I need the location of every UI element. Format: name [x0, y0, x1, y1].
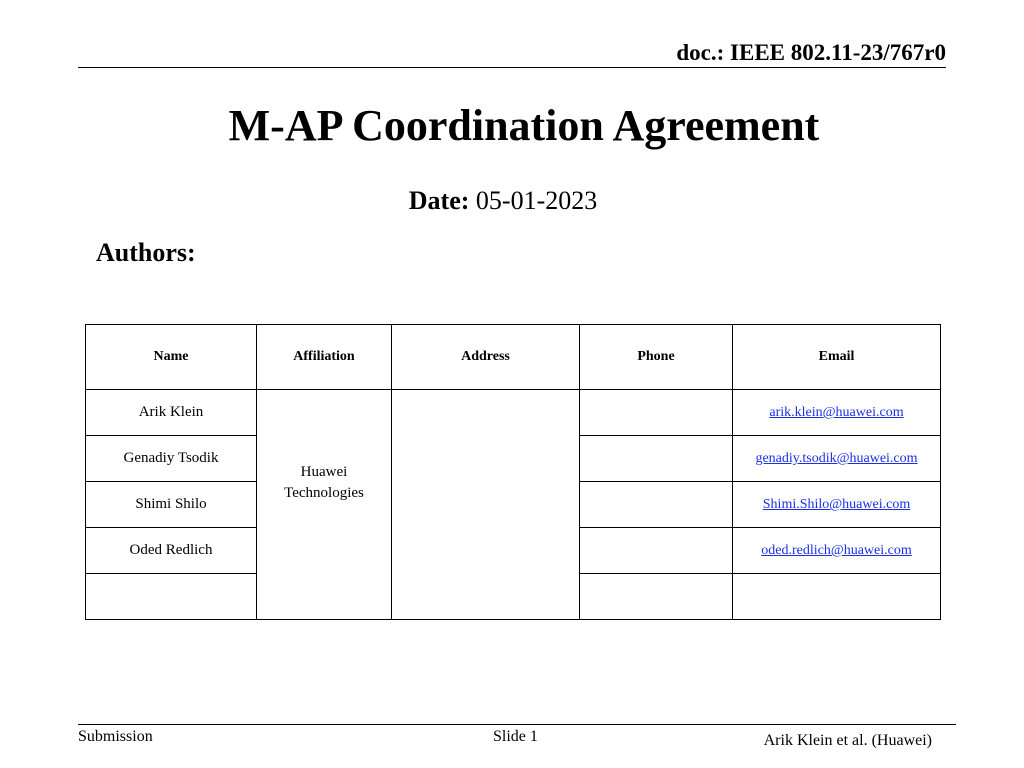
date-label: Date:	[408, 186, 470, 215]
author-email-cell	[733, 482, 941, 528]
author-name: Genadiy Tsodik	[86, 436, 257, 482]
author-email-cell	[733, 528, 941, 574]
author-email-link[interactable]: genadiy.tsodik@huawei.com	[755, 451, 918, 466]
author-address	[392, 390, 580, 620]
slide-number: Slide 1	[493, 728, 538, 745]
author-email-cell	[733, 574, 941, 620]
author-name	[86, 574, 257, 620]
author-name: Shimi Shilo	[86, 482, 257, 528]
footer-submission: Submission	[78, 728, 153, 745]
slide-title: M-AP Coordination Agreement	[228, 101, 820, 150]
footer-authors: Arik Klein et al. (Huawei)	[763, 732, 932, 749]
column-header-affiliation: Affiliation	[257, 325, 392, 390]
footer-divider	[78, 724, 956, 725]
column-header-phone: Phone	[580, 325, 733, 390]
document-id: doc.: IEEE 802.11-23/767r0	[676, 40, 946, 65]
author-name: Arik Klein	[86, 390, 257, 436]
affiliation-text: Huawei Technologies	[284, 463, 364, 501]
date-line	[0, 186, 1006, 216]
table-header-row	[86, 325, 941, 390]
author-phone	[580, 574, 733, 620]
author-phone	[580, 390, 733, 436]
column-header-name: Name	[86, 325, 257, 390]
author-phone	[580, 528, 733, 574]
author-phone	[580, 482, 733, 528]
author-email-link[interactable]: arik.klein@huawei.com	[769, 405, 904, 420]
author-email-link[interactable]: oded.redlich@huawei.com	[761, 543, 912, 558]
author-email-cell	[733, 390, 941, 436]
author-affiliation	[257, 390, 392, 620]
author-name: Oded Redlich	[86, 528, 257, 574]
date-value: 05-01-2023	[475, 186, 598, 215]
author-email-cell	[733, 436, 941, 482]
author-email-link[interactable]: Shimi.Shilo@huawei.com	[762, 497, 911, 512]
table-row	[86, 390, 941, 436]
authors-label: Authors:	[96, 238, 196, 267]
column-header-email: Email	[733, 325, 941, 390]
authors-table	[85, 324, 941, 620]
column-header-address: Address	[392, 325, 580, 390]
author-phone	[580, 436, 733, 482]
header-divider	[78, 67, 946, 68]
